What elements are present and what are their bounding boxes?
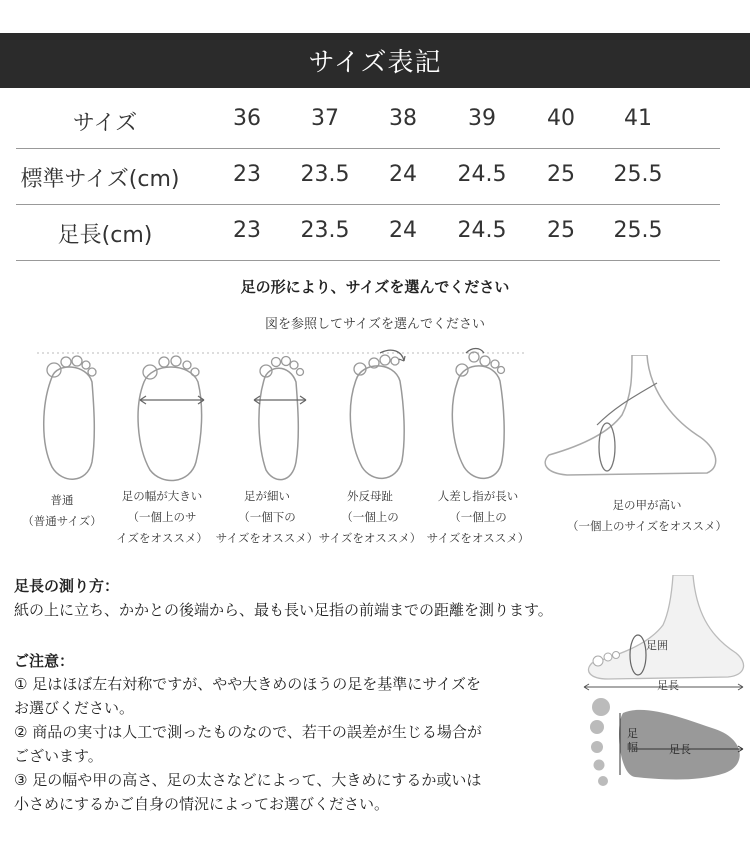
foot-caption: 足が細い （一個下の サイズをオススメ）	[215, 489, 319, 545]
foot-caption: 普通 （普通サイズ）	[22, 493, 102, 528]
cell: 24	[389, 162, 417, 187]
cell: 25	[547, 162, 575, 187]
circumference-label: 足囲	[646, 639, 668, 652]
cell: 41	[624, 106, 652, 131]
note-line: ございます。	[14, 747, 103, 765]
foot-shape-title: 足の形により、サイズを選んでください	[240, 278, 510, 296]
note-line: ② 商品の実寸は人工で測ったものなので、若干の誤差が生じる場合が	[14, 723, 482, 741]
row-label: 足長(cm)	[57, 223, 153, 248]
length-label: 足長	[657, 679, 679, 692]
foot-length-diagram	[578, 575, 748, 705]
width-label-1: 足	[627, 727, 638, 740]
cell: 23.5	[300, 218, 350, 243]
cell: 24.5	[457, 218, 507, 243]
sole-diagram	[585, 695, 748, 800]
page-banner	[0, 33, 750, 88]
measure-text: 紙の上に立ち、かかとの後端から、最も長い足指の前端までの距離を測ります。	[14, 601, 553, 619]
cell: 24.5	[457, 162, 507, 187]
foot-caption: 足の甲が高い （一個上のサイズをオススメ）	[567, 498, 727, 533]
cell: 37	[311, 106, 339, 131]
cell: 39	[468, 106, 496, 131]
normal-foot-icon	[32, 352, 112, 487]
narrow-foot-icon	[240, 352, 320, 487]
cell: 23	[233, 218, 261, 243]
banner-title: サイズ表記	[308, 48, 442, 78]
long-toe-foot-icon	[440, 345, 520, 487]
foot-shape-figures	[22, 340, 750, 560]
cell: 40	[547, 106, 575, 131]
cell: 25	[547, 218, 575, 243]
bunion-foot-icon	[340, 345, 420, 487]
width-label-2: 幅	[627, 741, 638, 754]
foot-shape-subtitle: 図を参照してサイズを選んでください	[265, 317, 485, 332]
foot-caption: 人差し指が長い （一個上の サイズをオススメ）	[426, 489, 530, 545]
note-line: ① 足はほぼ左右対称ですが、やや大きめのほうの足を基準にサイズを	[14, 675, 482, 693]
foot-caption: 外反母趾 （一個上の サイズをオススメ）	[318, 489, 422, 545]
size-row	[0, 148, 750, 204]
cell: 25.5	[613, 162, 663, 187]
cell: 38	[389, 106, 417, 131]
foot-caption: 足の幅が大きい （一個上のサ イズをオススメ）	[116, 489, 208, 545]
cell: 23.5	[300, 162, 350, 187]
high-instep-foot-icon	[537, 355, 737, 485]
wide-foot-icon	[132, 352, 212, 487]
note-line: ③ 足の幅や甲の高さ、足の太さなどによって、大きめにするか或いは	[14, 771, 482, 789]
note-line: 小さめにするかご自身の情況によってお選びください。	[14, 795, 390, 813]
size-row	[0, 204, 750, 260]
cell: 25.5	[613, 218, 663, 243]
notes-title: ご注意：	[14, 652, 75, 670]
table-divider	[16, 260, 720, 261]
cell: 36	[233, 106, 261, 131]
measure-title: 足長の測り方：	[14, 577, 120, 595]
row-label: サイズ	[72, 111, 138, 136]
cell: 24	[389, 218, 417, 243]
cell: 23	[233, 162, 261, 187]
note-line: お選びください。	[14, 699, 135, 717]
row-label: 標準サイズ(cm)	[20, 167, 180, 192]
sole-length-label: 足長	[669, 743, 691, 756]
size-row	[0, 92, 750, 148]
